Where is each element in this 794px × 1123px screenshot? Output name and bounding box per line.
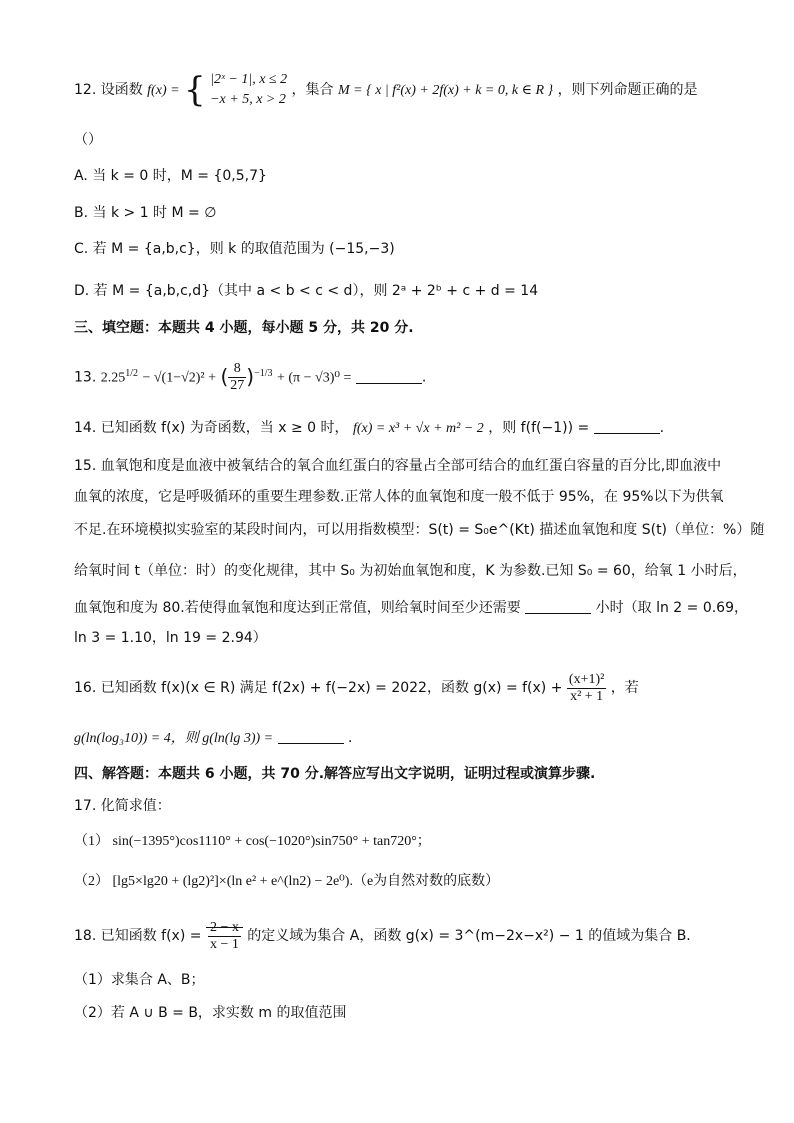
q18-frac-den: x − 1 bbox=[209, 936, 239, 952]
q13-answer-blank[interactable] bbox=[356, 369, 422, 384]
q13-exp2: −1/3 bbox=[254, 368, 273, 379]
q14-text2: ，则 f(f(−1)) = bbox=[488, 420, 590, 436]
q12-brace: { bbox=[184, 70, 206, 110]
q12-fx: f(x) = bbox=[147, 83, 180, 98]
q13-tail: + (π − √3)⁰ = bbox=[276, 370, 352, 386]
q18-part2: （2）若 A ∪ B = B，求实数 m 的取值范围 bbox=[74, 1005, 347, 1021]
q17-part2: （2） [lg5×lg20 + (lg2)²]×(ln e² + e^(ln2) − 2e⁰).（e为自然对数的底数） bbox=[74, 874, 500, 889]
q16-line2a: g(ln(log₃10)) = 4，则 g(ln(lg 3)) = bbox=[74, 731, 274, 746]
q16-line1b: ，若 bbox=[610, 680, 639, 696]
q18-frac bbox=[208, 920, 241, 953]
q12-option-c: C. 若 M = {a,b,c}，则 k 的取值范围为 (−15,−3) bbox=[74, 241, 395, 257]
q15-line5a: 血氧饱和度为 80.若使得血氧饱和度达到正常值，则给氧时间至少还需要 bbox=[74, 600, 521, 616]
q13-frac-num: 8 bbox=[228, 361, 246, 378]
section3-heading: 三、填空题：本题共 4 小题，每小题 5 分，共 20 分. bbox=[74, 320, 414, 336]
q13-frac-den: 27 bbox=[230, 378, 245, 394]
q14-answer-blank[interactable] bbox=[594, 419, 660, 434]
q16-line1 bbox=[74, 670, 639, 706]
q15-line6: ln 3 = 1.10，ln 19 = 2.94） bbox=[74, 630, 267, 646]
q18-part1: （1）求集合 A、B； bbox=[74, 972, 205, 988]
q15-line1: 15. 血氧饱和度是血液中被氧结合的氧合血红蛋白的容量占全部可结合的血红蛋白容量的百分比,即血液中 bbox=[74, 458, 722, 474]
q13-exp1: 1/2 bbox=[125, 368, 138, 379]
q12-mid: ，集合 bbox=[291, 82, 334, 98]
q12-intro: 12. 设函数 bbox=[74, 82, 143, 98]
section4-heading: 四、解答题：本题共 6 小题，共 70 分.解答应写出文字说明，证明过程或演算步骤. bbox=[74, 766, 596, 782]
q12-cases bbox=[210, 70, 287, 110]
q18-frac-num: 2 − x bbox=[209, 919, 239, 935]
q13-rest: − √(1−√2)² + bbox=[142, 370, 217, 386]
q18-line1a: 18. 已知函数 f(x) = bbox=[74, 928, 202, 944]
q12-option-d: D. 若 M = {a,b,c,d}（其中 a < b < c < d），则 2ᵃ + 2ᵇ + c + d = 14 bbox=[74, 283, 539, 299]
q13-base: 2.25 bbox=[100, 370, 126, 386]
q12-case2: −x + 5, x > 2 bbox=[210, 92, 286, 107]
q16-line2 bbox=[74, 728, 352, 749]
q15-line3: 不足.在环境模拟实验室的某段时间内，可以用指数模型：S(t) = S₀e^(Kt) 描述血氧饱和度 S(t)（单位：%）随 bbox=[74, 522, 765, 538]
q16-answer-blank[interactable] bbox=[278, 729, 344, 744]
q13-frac bbox=[228, 361, 246, 394]
q17-part1: （1） sin(−1395°)cos1110° + cos(−1020°)sin750° + tan720°； bbox=[74, 834, 431, 849]
q14-formula: f(x) = x³ + √x + m² − 2 bbox=[352, 421, 484, 436]
q17-title: 17. 化简求值： bbox=[74, 798, 171, 814]
q12-option-a: A. 当 k = 0 时，M = {0,5,7} bbox=[74, 168, 267, 184]
q16-frac bbox=[567, 672, 606, 705]
q12-option-b: B. 当 k > 1 时 M = ∅ bbox=[74, 205, 217, 221]
q15-answer-blank[interactable] bbox=[525, 599, 591, 614]
q14-text1: 14. 已知函数 f(x) 为奇函数，当 x ≥ 0 时， bbox=[74, 420, 349, 436]
q12-paren: （） bbox=[74, 132, 102, 148]
q13-num: 13. bbox=[74, 369, 97, 386]
q12-end: ，则下列命题正确的是 bbox=[557, 82, 698, 98]
q12-stem bbox=[74, 70, 698, 111]
q14: 14. 已知函数 f(x) 为奇函数，当 x ≥ 0 时， f(x) = x³ + √x + m² − 2 ，则 f(f(−1)) = . bbox=[74, 420, 665, 436]
q15-line5b: 小时（取 ln 2 = 0.69， bbox=[595, 600, 748, 616]
q15-line4: 给氧时间 t（单位：时）的变化规律，其中 S₀ 为初始血氧饱和度，K 为参数.已知 S₀ = 60，给氧 1 小时后， bbox=[74, 563, 747, 579]
q12-case1: |2ˣ − 1|, x ≤ 2 bbox=[210, 72, 288, 87]
q15-line2: 血氧的浓度，它是呼吸循环的重要生理参数.正常人体的血氧饱和度一般不低于 95%，在 95%以下为供氧 bbox=[74, 489, 724, 505]
q16-line2b: . bbox=[348, 730, 353, 746]
q18-line1 bbox=[74, 918, 691, 954]
q15-line5 bbox=[74, 598, 748, 618]
q16-line1a: 16. 已知函数 f(x)(x ∈ R) 满足 f(2x) + f(−2x) = 2022，函数 g(x) = f(x) + bbox=[74, 680, 563, 696]
q16-frac-num: (x+1)² bbox=[568, 671, 605, 687]
q13: 13. $2.25^{1/2} - √(1-√2)^2$ + ( $\frac{8}{27}$ )$^{-1/3}$ + (π − √3)⁰ = . bbox=[74, 361, 427, 394]
q18-line1b: 的定义域为集合 A，函数 g(x) = 3^(m−2x−x²) − 1 的值域为集合 B. bbox=[247, 928, 691, 944]
q16-frac-den: x² + 1 bbox=[570, 688, 604, 704]
q12-setM: M = { x | f²(x) + 2f(x) + k = 0, k ∈ R } bbox=[338, 83, 554, 98]
